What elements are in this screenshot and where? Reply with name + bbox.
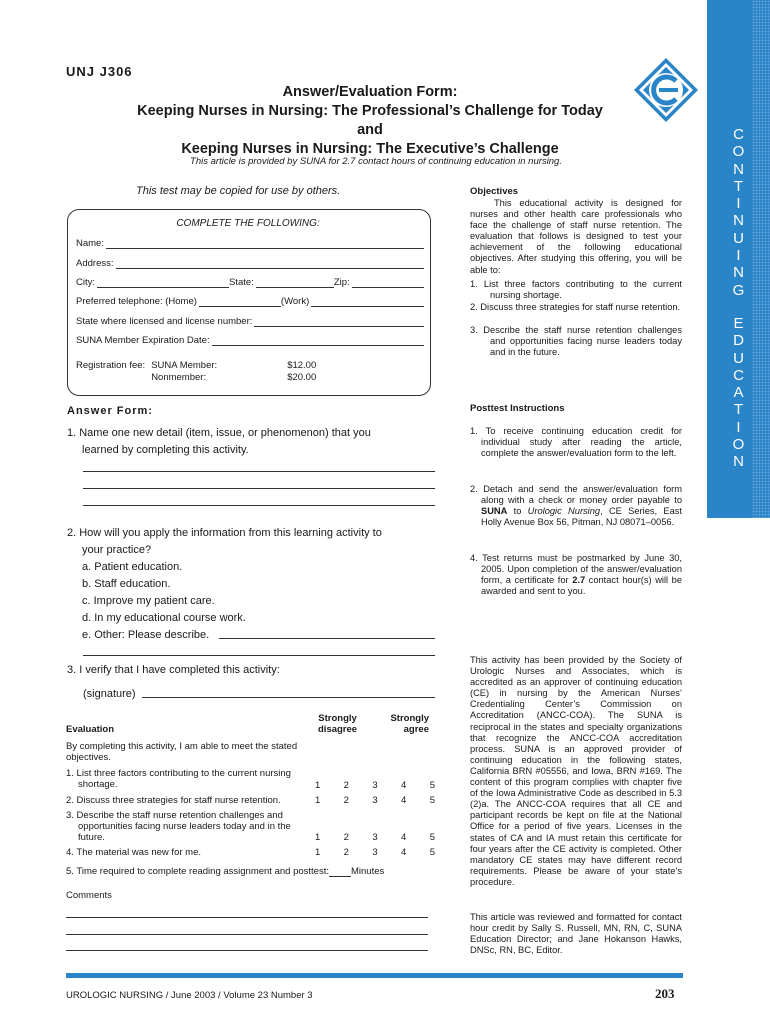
banner-letter: G	[732, 281, 745, 299]
eval-item-1: 1. List three factors contributing to the current nursing shortage.	[66, 768, 291, 790]
suna-exp-label: SUNA Member Expiration Date:	[76, 335, 210, 346]
evaluation-intro: By completing this activity, I am able to meet the stated objectives.	[66, 741, 298, 763]
scale-4[interactable]: 4	[401, 780, 407, 791]
q2-line-2: your practice?	[82, 544, 152, 556]
continuing-education-letters	[707, 126, 770, 471]
form-title	[110, 83, 630, 159]
objectives-heading: Objectives	[470, 186, 519, 197]
name-field[interactable]	[76, 238, 424, 249]
eval-item-4-scale[interactable]	[315, 847, 435, 858]
banner-letter: A	[733, 384, 744, 402]
address-label: Address:	[76, 258, 114, 269]
q2-option-d[interactable]: d. In my educational course work.	[82, 612, 246, 624]
time-required-label: 5. Time required to complete reading assignment and posttest:	[66, 866, 329, 877]
page-number: 203	[655, 986, 675, 1001]
sd-line-2: disagree	[318, 724, 358, 735]
phone-home-input-line[interactable]	[199, 296, 281, 307]
objective-2: 2. Discuss three strategies for staff nurse retention.	[470, 302, 681, 312]
scale-5[interactable]: 5	[429, 780, 435, 791]
strongly-disagree-label	[318, 713, 357, 735]
time-unit: Minutes	[350, 866, 385, 877]
state-label: State:	[229, 277, 254, 288]
scale-1[interactable]: 1	[315, 832, 321, 843]
banner-letter: N	[733, 212, 744, 230]
scale-2[interactable]: 2	[343, 832, 349, 843]
posttest-2-text-e: , CE Series, East Holly Avenue Box 56, Pitman, NJ 08071–0056.	[481, 506, 682, 528]
banner-letter: I	[736, 247, 741, 265]
q2-option-e[interactable]: e. Other: Please describe.	[82, 629, 210, 641]
banner-letter: N	[733, 160, 744, 178]
scale-1[interactable]: 1	[315, 780, 321, 791]
posttest-4-text-c: contact hour(s) will be awarded and sent to you.	[481, 575, 682, 597]
banner-letter: E	[733, 314, 744, 332]
q2-other-line-2[interactable]	[83, 655, 435, 656]
footer-rule	[66, 973, 683, 978]
city-label: City:	[76, 277, 95, 288]
eval-item-3-scale[interactable]	[315, 832, 435, 843]
eval-item-2-scale[interactable]	[315, 795, 435, 806]
title-line-1: Answer/Evaluation Form:	[282, 84, 458, 100]
objective-3: 3. Describe the staff nurse retention challenges and opportunities facing nurse leaders today and in the future.	[470, 325, 682, 358]
q1-answer-line-1[interactable]	[83, 471, 435, 472]
q2-line-1: 2. How will you apply the information from this learning activity to	[67, 527, 382, 539]
reg-member-label: SUNA Member:	[151, 360, 218, 371]
posttest-2-journal: Urologic Nursing	[527, 506, 601, 517]
banner-letter: N	[733, 264, 744, 282]
posttest-4-hours: 2.7	[572, 575, 586, 586]
scale-4[interactable]: 4	[401, 832, 407, 843]
registration-fee-table	[76, 360, 322, 384]
q1-answer-line-2[interactable]	[83, 488, 435, 489]
comments-line-3[interactable]	[66, 950, 428, 951]
signature-line[interactable]	[142, 697, 435, 698]
q2-option-b[interactable]: b. Staff education.	[82, 578, 171, 590]
scale-3[interactable]: 3	[372, 832, 378, 843]
address-field[interactable]	[76, 258, 424, 269]
name-input-line[interactable]	[106, 238, 424, 249]
question-1	[67, 425, 437, 459]
objective-1: 1. List three factors contributing to the current nursing shortage.	[470, 279, 682, 301]
state-license-label: State where licensed and license number:	[76, 316, 253, 327]
review-credit: This article was reviewed and formatted for contact hour credit by Sally S. Russell, MN, RN, C, SUNA Education Director; and Jane Hokanson Hawks, DNSc, RN, BC, Editor.	[470, 912, 682, 956]
scale-4[interactable]: 4	[401, 795, 407, 806]
banner-letter: I	[736, 195, 741, 213]
comments-line-1[interactable]	[66, 917, 428, 918]
ce-logo-icon	[630, 54, 702, 162]
scale-3[interactable]: 3	[372, 780, 378, 791]
banner-letter: D	[733, 332, 744, 350]
banner-letter: U	[733, 349, 744, 367]
strongly-agree-label	[386, 713, 429, 735]
comments-label: Comments	[66, 890, 112, 901]
state-input-line[interactable]	[256, 277, 334, 288]
posttest-2-suna: SUNA	[481, 506, 508, 517]
eval-item-2: 2. Discuss three strategies for staff nurse retention.	[66, 795, 281, 806]
reg-fee-label: Registration fee:	[76, 360, 146, 371]
sa-line-2: agree	[403, 724, 429, 735]
scale-1[interactable]: 1	[315, 795, 321, 806]
banner-letter: N	[733, 453, 744, 471]
scale-4[interactable]: 4	[401, 847, 407, 858]
phone-work-input-line[interactable]	[311, 296, 424, 307]
banner-letter: C	[733, 366, 744, 384]
city-state-zip-row	[76, 277, 424, 288]
complete-title: COMPLETE THE FOLLOWING:	[176, 218, 320, 229]
q2-other-line[interactable]	[219, 638, 435, 639]
banner-letter: U	[733, 229, 744, 247]
posttest-step-4	[470, 553, 682, 597]
phone-work-label: (Work)	[280, 296, 310, 307]
accreditation-statement: This activity has been provided by the Society of Urologic Nurses and Associates, which is accredited as an approver of continuing education (CE) in nursing by the American Nurses’ Credentialing Center’s Commission on Accreditation (ANCC-COA). The SUNA is reciprocal in the states and specialty organizations that recognize the ANCC-COA accreditation process. SUNA is an approved provider of continuing education in the following states, California BRN #05556, and Iowa, BRN #169. The content of this program complies with chapter five of the Iowa Administrative Code as described in 5.3 (2)a. The ANCC-COA requires that all CE and participant records be kept on file at the National Office for a period of five years. Licenses in the states of CA and IA must retain this certificate for four years after the CE activity is completed. Other mandatory CE states may have different record requirements. Please be aware of your state’s procedure.	[470, 655, 682, 887]
question-3: 3. I verify that I have completed this activity:	[67, 664, 280, 676]
eval-item-1-scale[interactable]	[315, 780, 435, 791]
sd-line-1: Strongly	[318, 713, 357, 724]
scale-3[interactable]: 3	[372, 795, 378, 806]
reg-nonmember-label: Nonmember:	[151, 372, 207, 383]
scale-5[interactable]: 5	[429, 832, 435, 843]
banner-letter: C	[733, 126, 744, 143]
provided-note: This article is provided by SUNA for 2.7 contact hours of continuing education in nursing.	[190, 156, 562, 167]
question-2	[67, 525, 437, 644]
journal-footer: UROLOGIC NURSING / June 2003 / Volume 23 Number 3	[66, 990, 313, 1001]
banner-letter: T	[733, 401, 744, 419]
time-input-line[interactable]	[329, 867, 351, 877]
reg-nonmember-fee: $20.00	[287, 372, 317, 383]
answer-form-heading: Answer Form:	[67, 405, 153, 417]
scale-2[interactable]: 2	[343, 795, 349, 806]
copy-note: This test may be copied for use by others.	[136, 185, 341, 197]
city-input-line[interactable]	[97, 277, 229, 288]
state-license-field[interactable]	[76, 316, 424, 327]
scale-5[interactable]: 5	[429, 795, 435, 806]
phone-home-label: Preferred telephone: (Home)	[76, 296, 197, 307]
eval-item-4: 4. The material was new for me.	[66, 847, 201, 858]
reg-member-fee: $12.00	[287, 360, 317, 371]
scale-2[interactable]: 2	[343, 780, 349, 791]
posttest-2-text-c: to	[507, 506, 528, 517]
scale-5[interactable]: 5	[429, 847, 435, 858]
posttest-2-text-a: 2. Detach and send the answer/evaluation form along with a check or money order payable to	[470, 484, 682, 506]
banner-letter: T	[733, 177, 744, 195]
comments-line-2[interactable]	[66, 934, 428, 935]
q1-line-2: learned by completing this activity.	[82, 444, 249, 456]
signature-label: (signature)	[83, 688, 136, 700]
time-required-row	[66, 866, 384, 877]
zip-input-line[interactable]	[352, 277, 424, 288]
title-line-4: Keeping Nurses in Nursing: The Executive’s Challenge	[181, 141, 559, 157]
evaluation-heading: Evaluation	[66, 724, 115, 735]
phone-row	[76, 296, 424, 307]
title-line-2: Keeping Nurses in Nursing: The Professional’s Challenge for Today	[137, 103, 603, 119]
scale-2[interactable]: 2	[343, 847, 349, 858]
banner-gap	[707, 299, 770, 315]
q2-option-c[interactable]: c. Improve my patient care.	[82, 595, 215, 607]
banner-letter: O	[732, 143, 745, 161]
scale-3[interactable]: 3	[372, 847, 378, 858]
sa-line-1: Strongly	[390, 713, 429, 724]
posttest-heading: Posttest Instructions	[470, 403, 565, 414]
title-line-3: and	[357, 122, 383, 138]
state-license-input-line[interactable]	[254, 316, 424, 327]
eval-item-3: 3. Describe the staff nurse retention challenges and opportunities facing nurse leaders today and in the future.	[66, 810, 291, 843]
address-input-line[interactable]	[116, 258, 425, 269]
posttest-step-1: 1. To receive continuing education credit for individual study after reading the article, complete the answer/evaluation form to the left.	[470, 426, 682, 459]
q1-answer-line-3[interactable]	[83, 505, 435, 506]
banner-letter: I	[736, 418, 741, 436]
form-code: UNJ J306	[66, 64, 133, 79]
objectives-intro: This educational activity is designed for nurses and other health care professionals who face the challenge of staff nurse retention. The evaluation that follows is designed to test your achievement of the following educational objectives. After studying this offering, you will be able to:	[470, 198, 682, 275]
zip-label: Zip:	[333, 277, 350, 288]
suna-exp-input-line[interactable]	[212, 335, 424, 346]
suna-exp-field[interactable]	[76, 335, 424, 346]
posttest-step-2	[470, 484, 682, 528]
banner-letter: O	[732, 436, 745, 454]
posttest-4-text-a: 4. Test returns must be postmarked by June 30, 2005. Upon completion of the answer/evaluation form, a certificate for	[470, 553, 682, 586]
q1-line-1: 1. Name one new detail (item, issue, or phenomenon) that you	[67, 427, 371, 439]
name-label: Name:	[76, 238, 104, 249]
q2-option-a[interactable]: a. Patient education.	[82, 561, 183, 573]
scale-1[interactable]: 1	[315, 847, 321, 858]
